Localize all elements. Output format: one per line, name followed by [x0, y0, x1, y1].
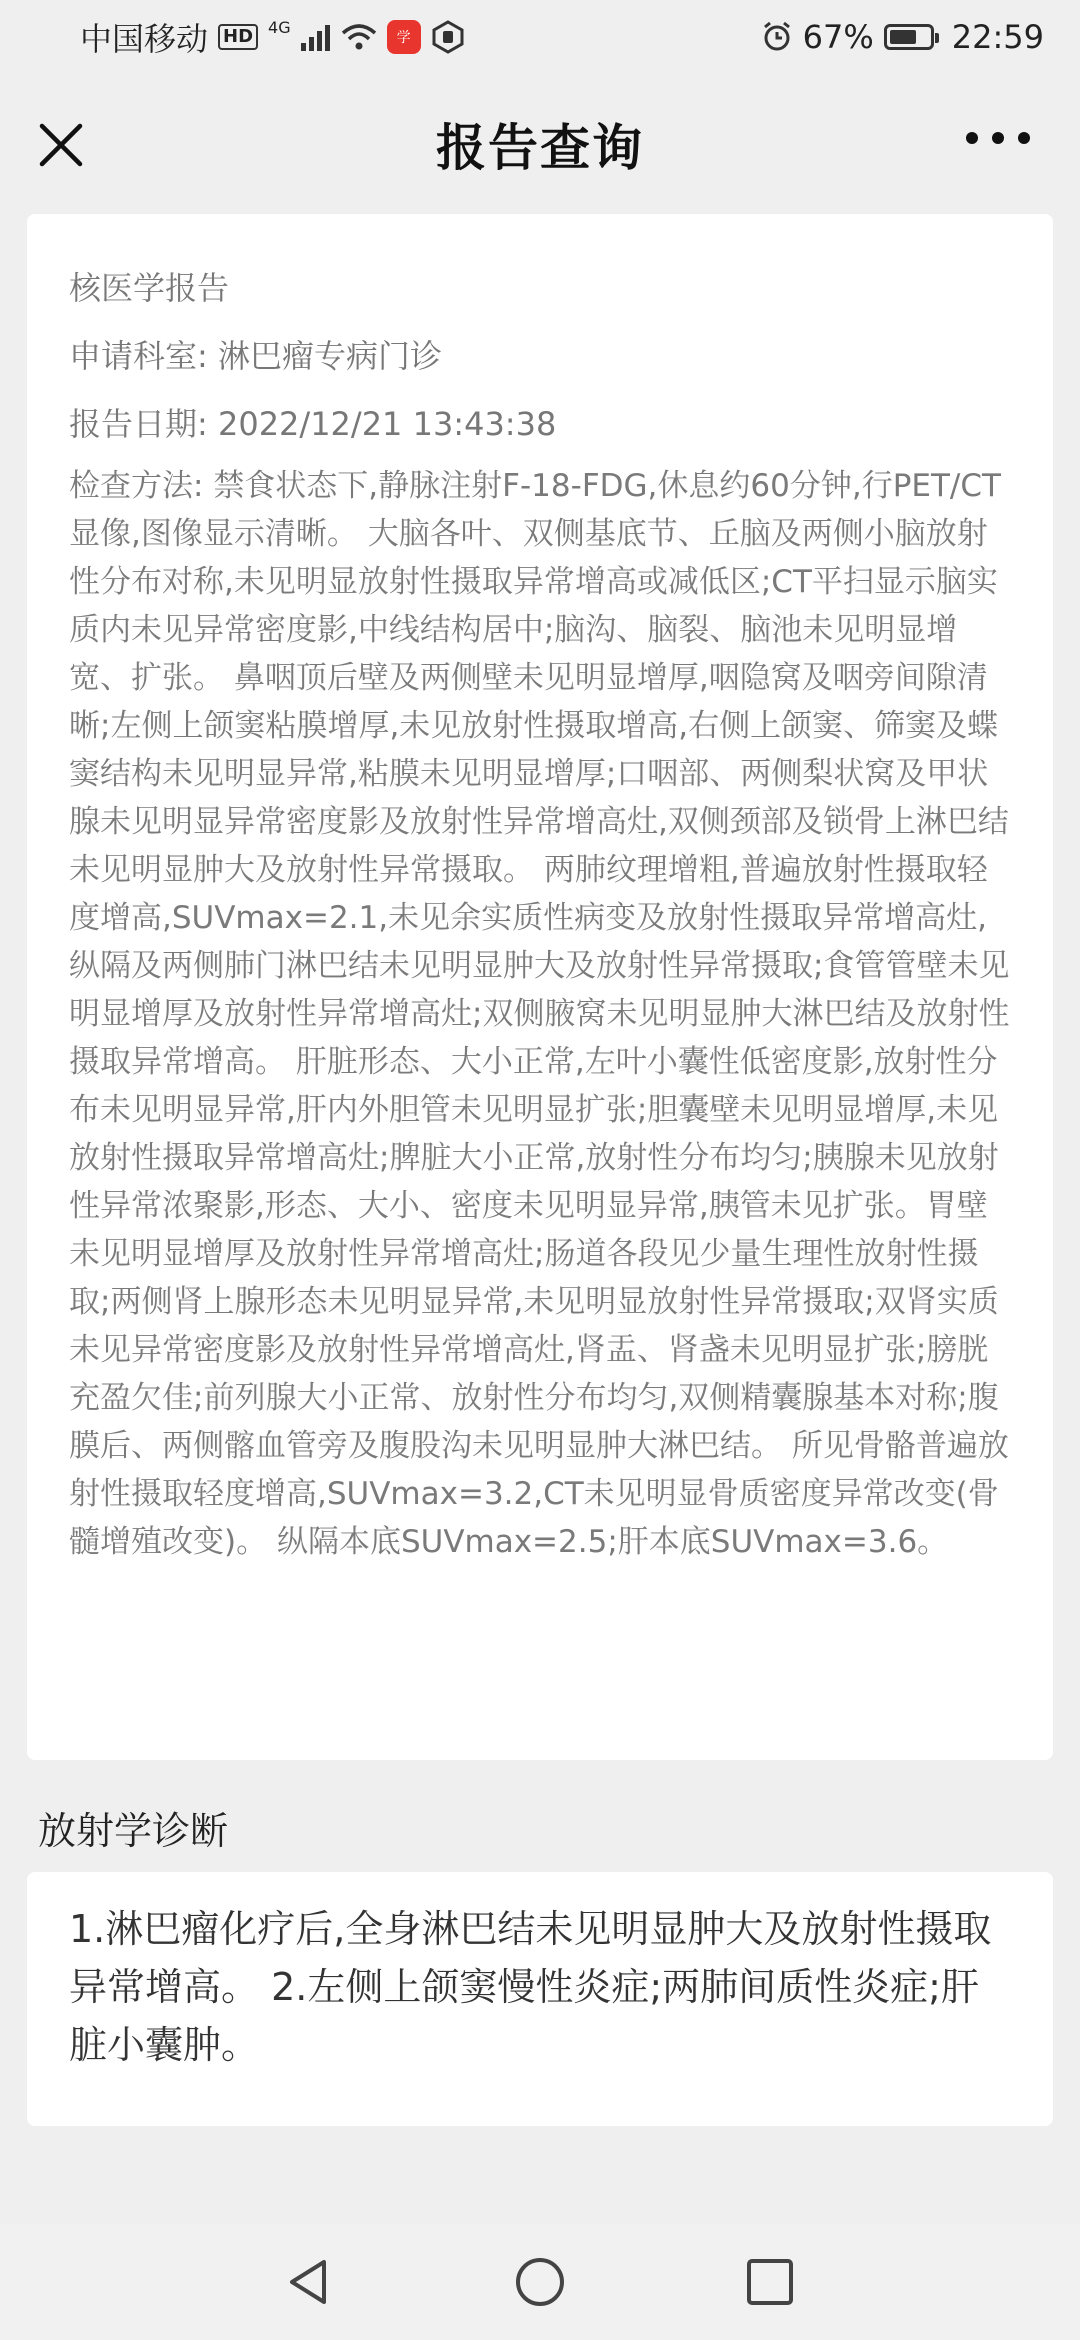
- battery-icon: [884, 24, 934, 50]
- system-nav-bar: [0, 2224, 1080, 2340]
- exam-method-label: 检查方法:: [69, 468, 204, 504]
- alarm-icon: [761, 21, 793, 53]
- nav-bar: [0, 74, 1080, 214]
- status-right: [761, 18, 1044, 56]
- diagnosis-card: [27, 1872, 1053, 2126]
- app-notification-icon: 学: [387, 20, 421, 54]
- report-type: 核医学报告: [69, 269, 230, 307]
- report-date-value: 2022/12/21 13:43:38: [217, 405, 557, 443]
- signal-icon: [301, 23, 331, 51]
- carrier-label: 中国移动: [80, 20, 209, 58]
- department-value: 淋巴瘤专病门诊: [217, 337, 442, 375]
- close-icon[interactable]: [36, 120, 86, 170]
- battery-percent: 67%: [802, 18, 874, 56]
- report-card: [27, 214, 1053, 1760]
- page-title: 报告查询: [436, 119, 644, 177]
- clock-time: 22:59: [951, 18, 1044, 56]
- wifi-icon: [341, 23, 377, 51]
- department-row: [69, 322, 1011, 390]
- diagnosis-section-title: 放射学诊断: [38, 1809, 229, 1853]
- hd-icon: HD: [218, 24, 258, 50]
- status-left: [80, 14, 465, 60]
- hand-icon: [431, 20, 465, 54]
- exam-method: [69, 462, 1011, 1566]
- diagnosis-text: 1.淋巴瘤化疗后,全身淋巴结未见明显肿大及放射性摄取异常增高。 2.左侧上颌窦慢性炎症;两肺间质性炎症;肝脏小囊肿。: [69, 1907, 992, 2067]
- exam-method-text: 禁食状态下,静脉注射F-18-FDG,休息约60分钟,行PET/CT显像,图像显示清晰。 大脑各叶、双侧基底节、丘脑及两侧小脑放射性分布对称,未见明显放射性摄取异常增高或减低区;CT平扫显示脑实质内未见异常密度影,中线结构居中;脑沟、脑裂、脑池未见明显增宽、扩张。 鼻咽顶后壁及两侧壁未见明显增厚,咽隐窝及咽旁间隙清晰;左侧上颌窦粘膜增厚,未见放射性摄取增高,右侧上颌窦、筛窦及蝶窦结构未见明显异常,粘膜未见明显增厚;口咽部、两侧梨状窝及甲状腺未见明显异常密度影及放射性异常增高灶,双侧颈部及锁骨上淋巴结未见明显肿大及放射性异常摄取。 两肺纹理增粗,普遍放射性摄取轻度增高,SUVmax=2.1,未见余实质性病变及放射性摄取异常增高灶,纵隔及两侧肺门淋巴结未见明显肿大及放射性异常摄取;食管管壁未见明显增厚及放射性异常增高灶;双侧腋窝未见明显肿大淋巴结及放射性摄取异常增高。 肝脏形态、大小正常,左叶小囊性低密度影,放射性分布未见明显异常,肝内外胆管未见明显扩张;胆囊壁未见明显增厚,未见放射性摄取异常增高灶;脾脏大小正常,放射性分布均匀;胰腺未见放射性异常浓聚影,形态、大小、密度未见明显异常,胰管未见扩张。胃壁未见明显增厚及放射性异常增高灶;肠道各段见少量生理性放射性摄取;两侧肾上腺形态未见明显异常,未见明显放射性异常摄取;双肾实质未见异常密度影及放射性异常增高灶,肾盂、肾盏未见明显扩张;膀胱充盈欠佳;前列腺大小正常、放射性分布均匀,双侧精囊腺基本对称;腹膜后、两侧髂血管旁及腹股沟未见明显肿大淋巴结。 所见骨骼普遍放射性摄取轻度增高,SUVmax=3.2,CT未见明显骨质密度异常改变(骨髓增殖改变)。 纵隔本底SUVmax=2.5;肝本底SUVmax=3.6。: [69, 468, 1010, 1560]
- network-type: 4G: [268, 17, 291, 37]
- report-date-row: [69, 390, 1011, 458]
- report-date-label: 报告日期:: [69, 405, 208, 443]
- recent-apps-icon[interactable]: [740, 2252, 800, 2312]
- home-icon[interactable]: [510, 2252, 570, 2312]
- status-bar: [0, 0, 1080, 74]
- more-options-icon[interactable]: [966, 132, 1030, 144]
- department-label: 申请科室:: [69, 337, 208, 375]
- back-icon[interactable]: [280, 2252, 340, 2312]
